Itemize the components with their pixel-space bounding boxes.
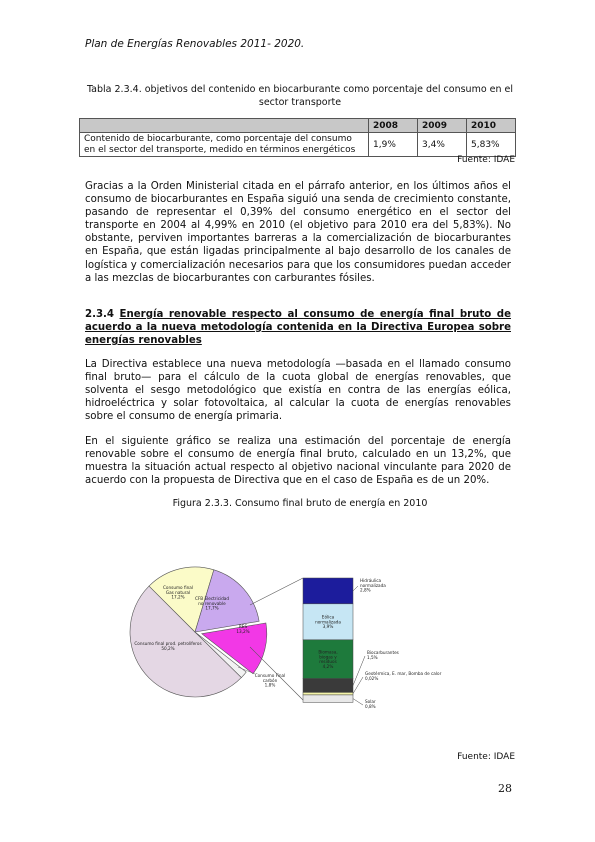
col-header-2008: 2008: [369, 119, 418, 133]
section-title: Energía renovable respecto al consumo de energía final bruto de acuerdo a la nueva metodología contenida en la Directiva Europea sobre energías renovables: [85, 309, 511, 347]
bar-segment-solar: [303, 695, 353, 702]
running-header: Plan de Energías Renovables 2011- 2020.: [85, 38, 305, 50]
bar-label-solar: Solar 0,8%: [365, 699, 376, 709]
col-header-2010: 2010: [467, 119, 516, 133]
breakdown-bar-group: [303, 578, 442, 709]
bar-segment-hidraulica-normalizada: [303, 578, 353, 604]
leader-biocarburantes: [353, 656, 365, 686]
pie-label-cfb-electricidad-no-renovable: CFB Electricidad no renovable 17,7%: [194, 596, 230, 611]
paragraph-2: La Directiva establece una nueva metodología —basada en el llamado consumo final bruto— para el cálculo de la cuota global de energías renovables, que solventa el sesgo metodológico que existía en contra de las energías eólica, hidroeléctrica y solar fotovoltaica, al calcular la cuota de energías renovables sobre el consumo de energía primaria.: [85, 359, 511, 423]
cell-2008: 1,9%: [369, 133, 418, 157]
bar-label-biocarburantes: Biocarburantes 1,5%: [367, 650, 399, 660]
cell-2009: 3,4%: [418, 133, 467, 157]
connector-top: [250, 578, 303, 605]
table-row: [80, 133, 516, 157]
bar-segment-biocarburantes: [303, 679, 353, 693]
paragraph-1: Gracias a la Orden Ministerial citada en el párrafo anterior, en los últimos años el consumo de biocarburantes en España siguió una senda de crecimiento constante, pasando de representar el 0,39% del consumo energético en el sector del transporte en 2004 al 4,99% en 2010 (el objetivo para 2010 era del 5,83%). No obstante, perviven importantes barreras a la comercialización de biocarburantes en España, que están ligadas principalmente al bajo desarrollo de los canales de logística y comercialización necesarios para que los consumidores puedan acceder a las mezclas de biocarburantes con carburantes fósiles.: [85, 181, 511, 284]
section-heading: [85, 308, 511, 347]
paragraph-3: En el siguiente gráfico se realiza una estimación del porcentaje de energía renovable sobre el consumo de energía final bruto, calculado en un 13,2%, que muestra la situación actual respecto al objetivo nacional vinculante para 2020 de acuerdo con la propuesta de Directiva que en el caso de España es de un 20%.: [85, 436, 511, 487]
figure-caption: Figura 2.3.3. Consumo final bruto de energía en 2010: [172, 498, 428, 509]
energy-pie-chart: [110, 555, 442, 715]
pie-label-res: RES 13,2%: [236, 624, 250, 634]
bar-label-hidraulica-normalizada: Hidráulica normalizada 2,8%: [360, 578, 386, 593]
pie-group: [130, 567, 285, 697]
pie-label-consumo-final-prod-petroliferos: Consumo final prod. petrolíferos 50,2%: [134, 641, 202, 651]
table-source: Fuente: IDAE: [457, 155, 515, 165]
bar-label-geotermica-e-mar-bomba-de-calor: Geotérmica, E. mar, Bomba de calor 0,02%: [365, 671, 442, 681]
bar-label-biomasa-biogas-y-residuos: Biomasa, biogas y residuos 4,2%: [318, 649, 338, 670]
bar-segment-geotermica-e-mar-bomba-de-calor: [303, 692, 353, 695]
section-number: 2.3.4: [85, 309, 115, 320]
row-label: Contenido de biocarburante, como porcentaje del consumo en el sector del transporte, medido en términos energéticos: [80, 133, 369, 157]
page-number: 28: [498, 782, 512, 795]
table-header-row: [80, 119, 516, 133]
figure-source: Fuente: IDAE: [457, 752, 515, 762]
leader-hidraulica-normalizada: [353, 586, 358, 591]
pie-label-consumo-final-gas-natural: Consumo final Gas natural 17,2%: [163, 585, 193, 600]
leader-geotermica-e-mar-bomba-de-calor: [353, 677, 363, 694]
table-caption: Tabla 2.3.4. objetivos del contenido en biocarburante como porcentaje del consumo en el sector transporte: [86, 84, 514, 108]
pie-label-consumo-final-carbon: Consumo Final carbón 1,8%: [254, 673, 286, 688]
leader-solar: [353, 699, 363, 705]
col-header-2009: 2009: [418, 119, 467, 133]
cell-2010: 5,83%: [467, 133, 516, 157]
biofuel-objectives-table: [79, 118, 516, 157]
bar-label-eolica-normalizada: Eólica normalizada 3,9%: [315, 614, 341, 630]
